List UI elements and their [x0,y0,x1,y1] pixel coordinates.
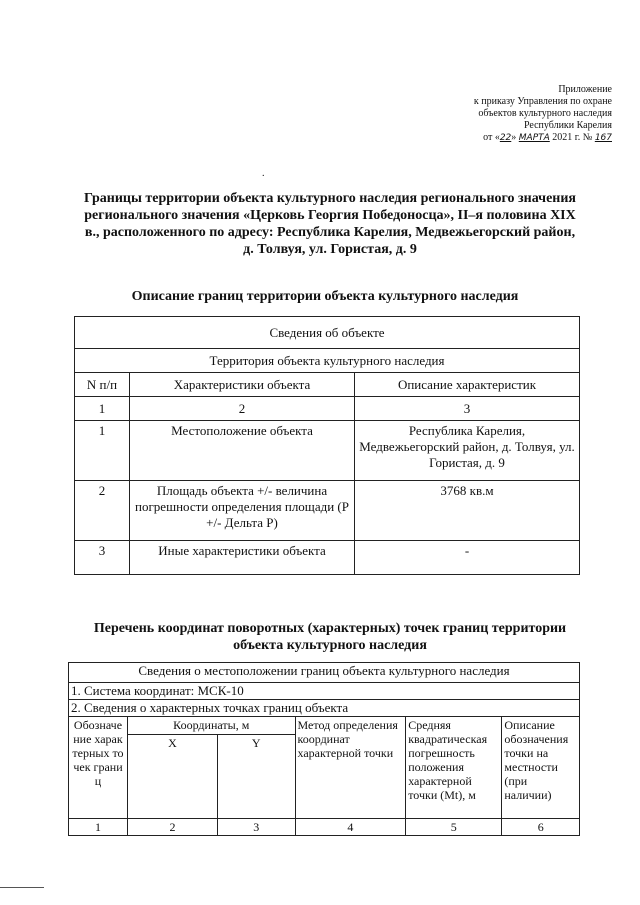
column-header: N п/п [75,373,130,397]
section-title-coordinates: Перечень координат поворотных (характерных) точек границ территории объекта культурного наследия [93,621,567,653]
column-number: 3 [217,819,295,836]
table-row [75,541,580,575]
table-header: Сведения об объекте [75,317,580,349]
appendix-date: от «22» МАРТА 2021 г. № 167 [483,132,612,143]
stray-mark: . [262,168,265,179]
row-number: 2 [75,481,130,541]
column-number: 4 [295,819,406,836]
table-subheader: Территория объекта культурного наследия [75,349,580,373]
appendix-day: 22 [499,133,512,143]
column-number: 3 [355,397,580,421]
column-number: 1 [75,397,130,421]
table-row [75,481,580,541]
row-number: 1 [75,421,130,481]
column-number: 5 [406,819,502,836]
column-header: Метод определения координат характерной точки [295,717,406,819]
coordinate-system: 1. Система координат: МСК-10 [69,683,580,700]
column-header: Описание обозначения точки на местности (при наличии) [502,717,580,819]
document-title: Границы территории объекта культурного наследия регионального значения регионального значения «Церковь Георгия Победоносца», II–я половина XIX в., расположенного по адресу: Республика Карелия, Медвежьегорский район, д. Толвуя, ул. Гористая, д. 9 [83,191,576,257]
column-header: Описание характеристик [355,373,580,397]
column-header: Координаты, м [127,717,295,735]
appendix-number: 167 [594,133,612,143]
column-number: 1 [69,819,128,836]
appendix-month: МАРТА [518,133,550,143]
coordinates-table [68,662,580,836]
row-characteristic: Площадь объекта +/- величина погрешности определения площади (Р +/- Дельта Р) [130,481,355,541]
row-characteristic: Иные характеристики объекта [130,541,355,575]
column-header: Обозначение характерных точек границ [69,717,128,819]
column-number: 6 [502,819,580,836]
column-number: 2 [130,397,355,421]
column-number: 2 [127,819,217,836]
row-characteristic: Местоположение объекта [130,421,355,481]
points-header: 2. Сведения о характерных точках границ объекта [69,700,580,717]
row-value: - [355,541,580,575]
column-header: Характеристики объекта [130,373,355,397]
object-info-table [74,316,580,575]
footer-line [0,887,44,888]
column-header-y: Y [217,735,295,819]
appendix-block [352,84,612,144]
column-header: Средняя квадратическая погрешность положения характерной точки (Mt), м [406,717,502,819]
appendix-line: Приложение [558,84,612,95]
row-value: Республика Карелия, Медвежьегорский район, д. Толвуя, ул. Гористая, д. 9 [355,421,580,481]
appendix-line: к приказу Управления по охране [473,96,612,107]
column-header-x: X [127,735,217,819]
table-row [75,421,580,481]
appendix-line: Республики Карелия [523,120,612,131]
row-value: 3768 кв.м [355,481,580,541]
section-title-description: Описание границ территории объекта культурного наследия [131,289,519,304]
table-header: Сведения о местоположении границ объекта культурного наследия [69,663,580,683]
appendix-line: объектов культурного наследия [478,108,612,119]
row-number: 3 [75,541,130,575]
